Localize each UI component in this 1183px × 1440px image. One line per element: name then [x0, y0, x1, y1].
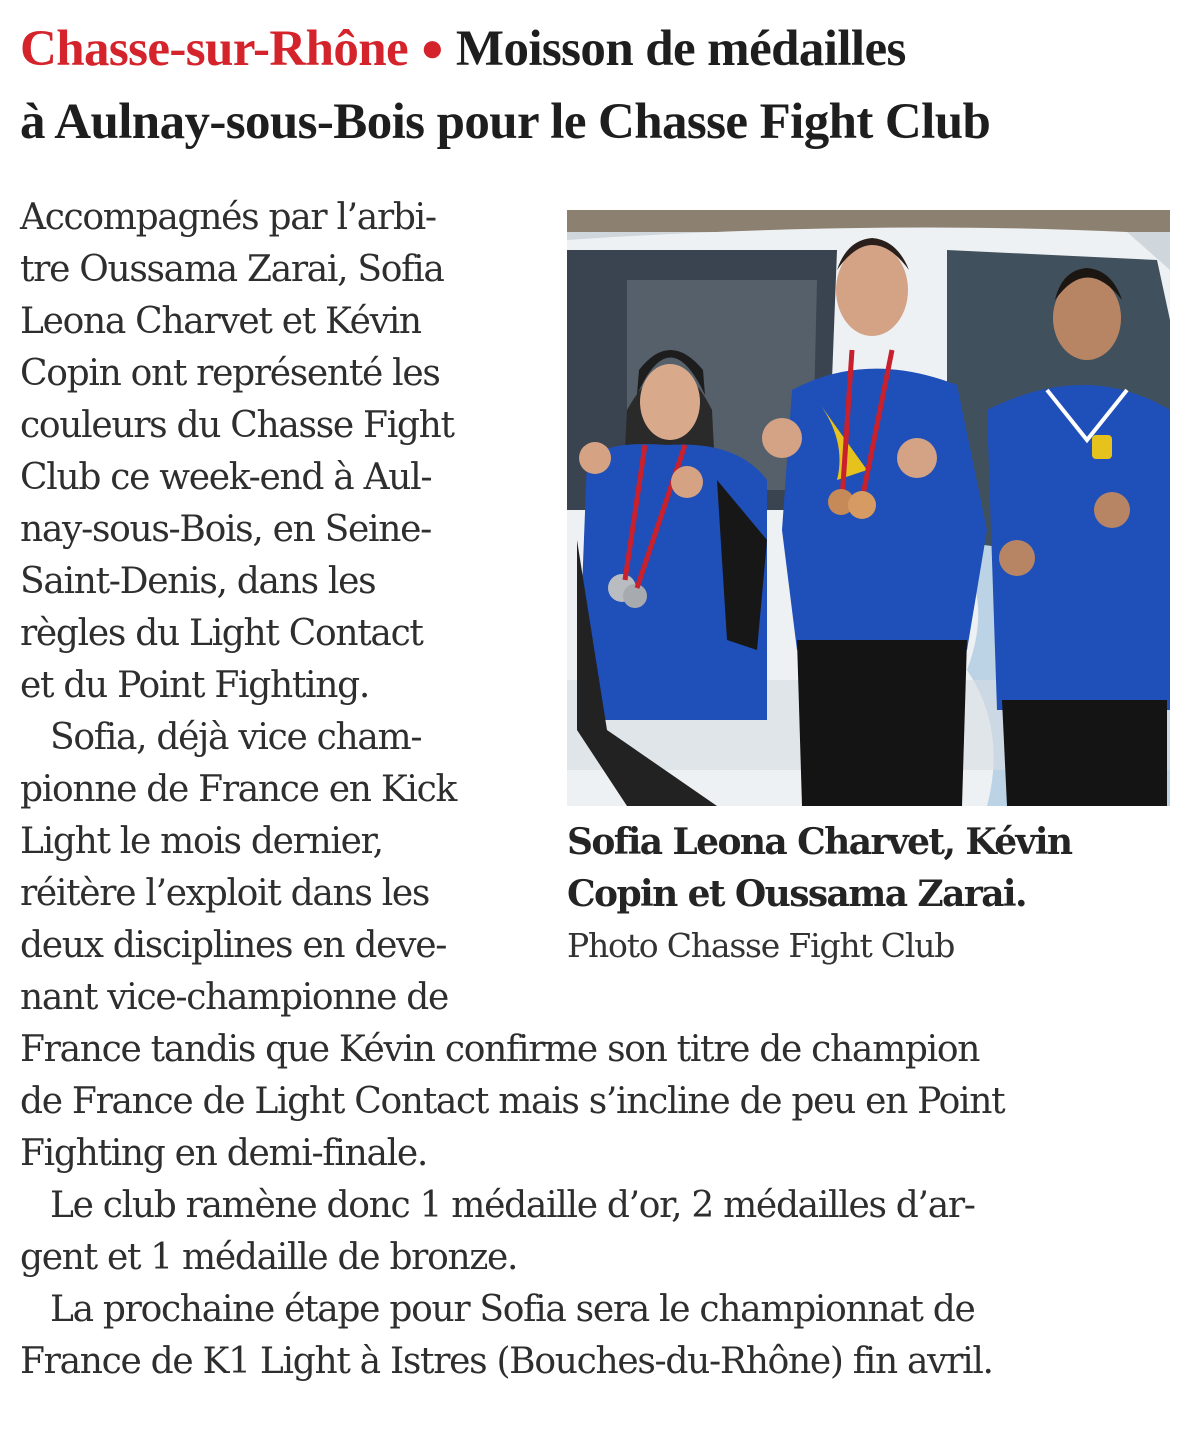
body-line: France tandis que Kévin confirme son titre de champion: [20, 1029, 980, 1070]
body-line: pionne de France en Kick: [20, 769, 457, 810]
body-line: Le club ramène donc 1 médaille d’or, 2 médailles d’ar-: [50, 1185, 975, 1226]
body-line: couleurs du Chasse Fight: [20, 405, 454, 446]
body-line: deux disciplines en deve-: [20, 925, 447, 966]
body-line: Leona Charvet et Kévin: [20, 301, 421, 342]
body-line: Fighting en demi-finale.: [20, 1133, 428, 1174]
body-line: Saint-Denis, dans les: [20, 561, 376, 602]
photo-credit: Photo Chasse Fight Club: [567, 926, 955, 965]
body-line: France de K1 Light à Istres (Bouches-du-Rhône) fin avril.: [20, 1341, 993, 1382]
article-photo: [567, 210, 1170, 806]
photo-caption-line1: Sofia Leona Charvet, Kévin: [567, 821, 1072, 863]
body-line: La prochaine étape pour Sofia sera le championnat de: [50, 1289, 975, 1330]
body-line: Club ce week-end à Aul-: [20, 457, 432, 498]
body-line: règles du Light Contact: [20, 613, 423, 654]
body-line: Copin ont représenté les: [20, 353, 440, 394]
body-line: nant vice-championne de: [20, 977, 448, 1018]
body-line: gent et 1 médaille de bronze.: [20, 1237, 518, 1278]
body-line: Accompagnés par l’arbi-: [20, 197, 436, 238]
body-line: de France de Light Contact mais s’incline de peu en Point: [20, 1081, 1005, 1122]
headline-kicker: Chasse-sur-Rhône: [20, 21, 409, 77]
body-line: et du Point Fighting.: [20, 665, 370, 706]
body-line: Sofia, déjà vice cham-: [50, 717, 422, 758]
headline: [20, 14, 1170, 157]
photo-caption-line2: Copin et Oussama Zarai.: [567, 873, 1026, 915]
body-line: nay-sous-Bois, en Seine-: [20, 509, 431, 550]
body-line: tre Oussama Zarai, Sofia: [20, 249, 444, 290]
body-line: réitère l’exploit dans les: [20, 873, 430, 914]
headline-title-line2: à Aulnay-sous-Bois pour le Chasse Fight Club: [20, 94, 991, 150]
headline-title-line1: Moisson de médailles: [455, 21, 906, 77]
body-line: Light le mois dernier,: [20, 821, 383, 862]
headline-separator-dot: ●: [420, 25, 444, 70]
athletes-photo-illustration: [567, 210, 1170, 806]
